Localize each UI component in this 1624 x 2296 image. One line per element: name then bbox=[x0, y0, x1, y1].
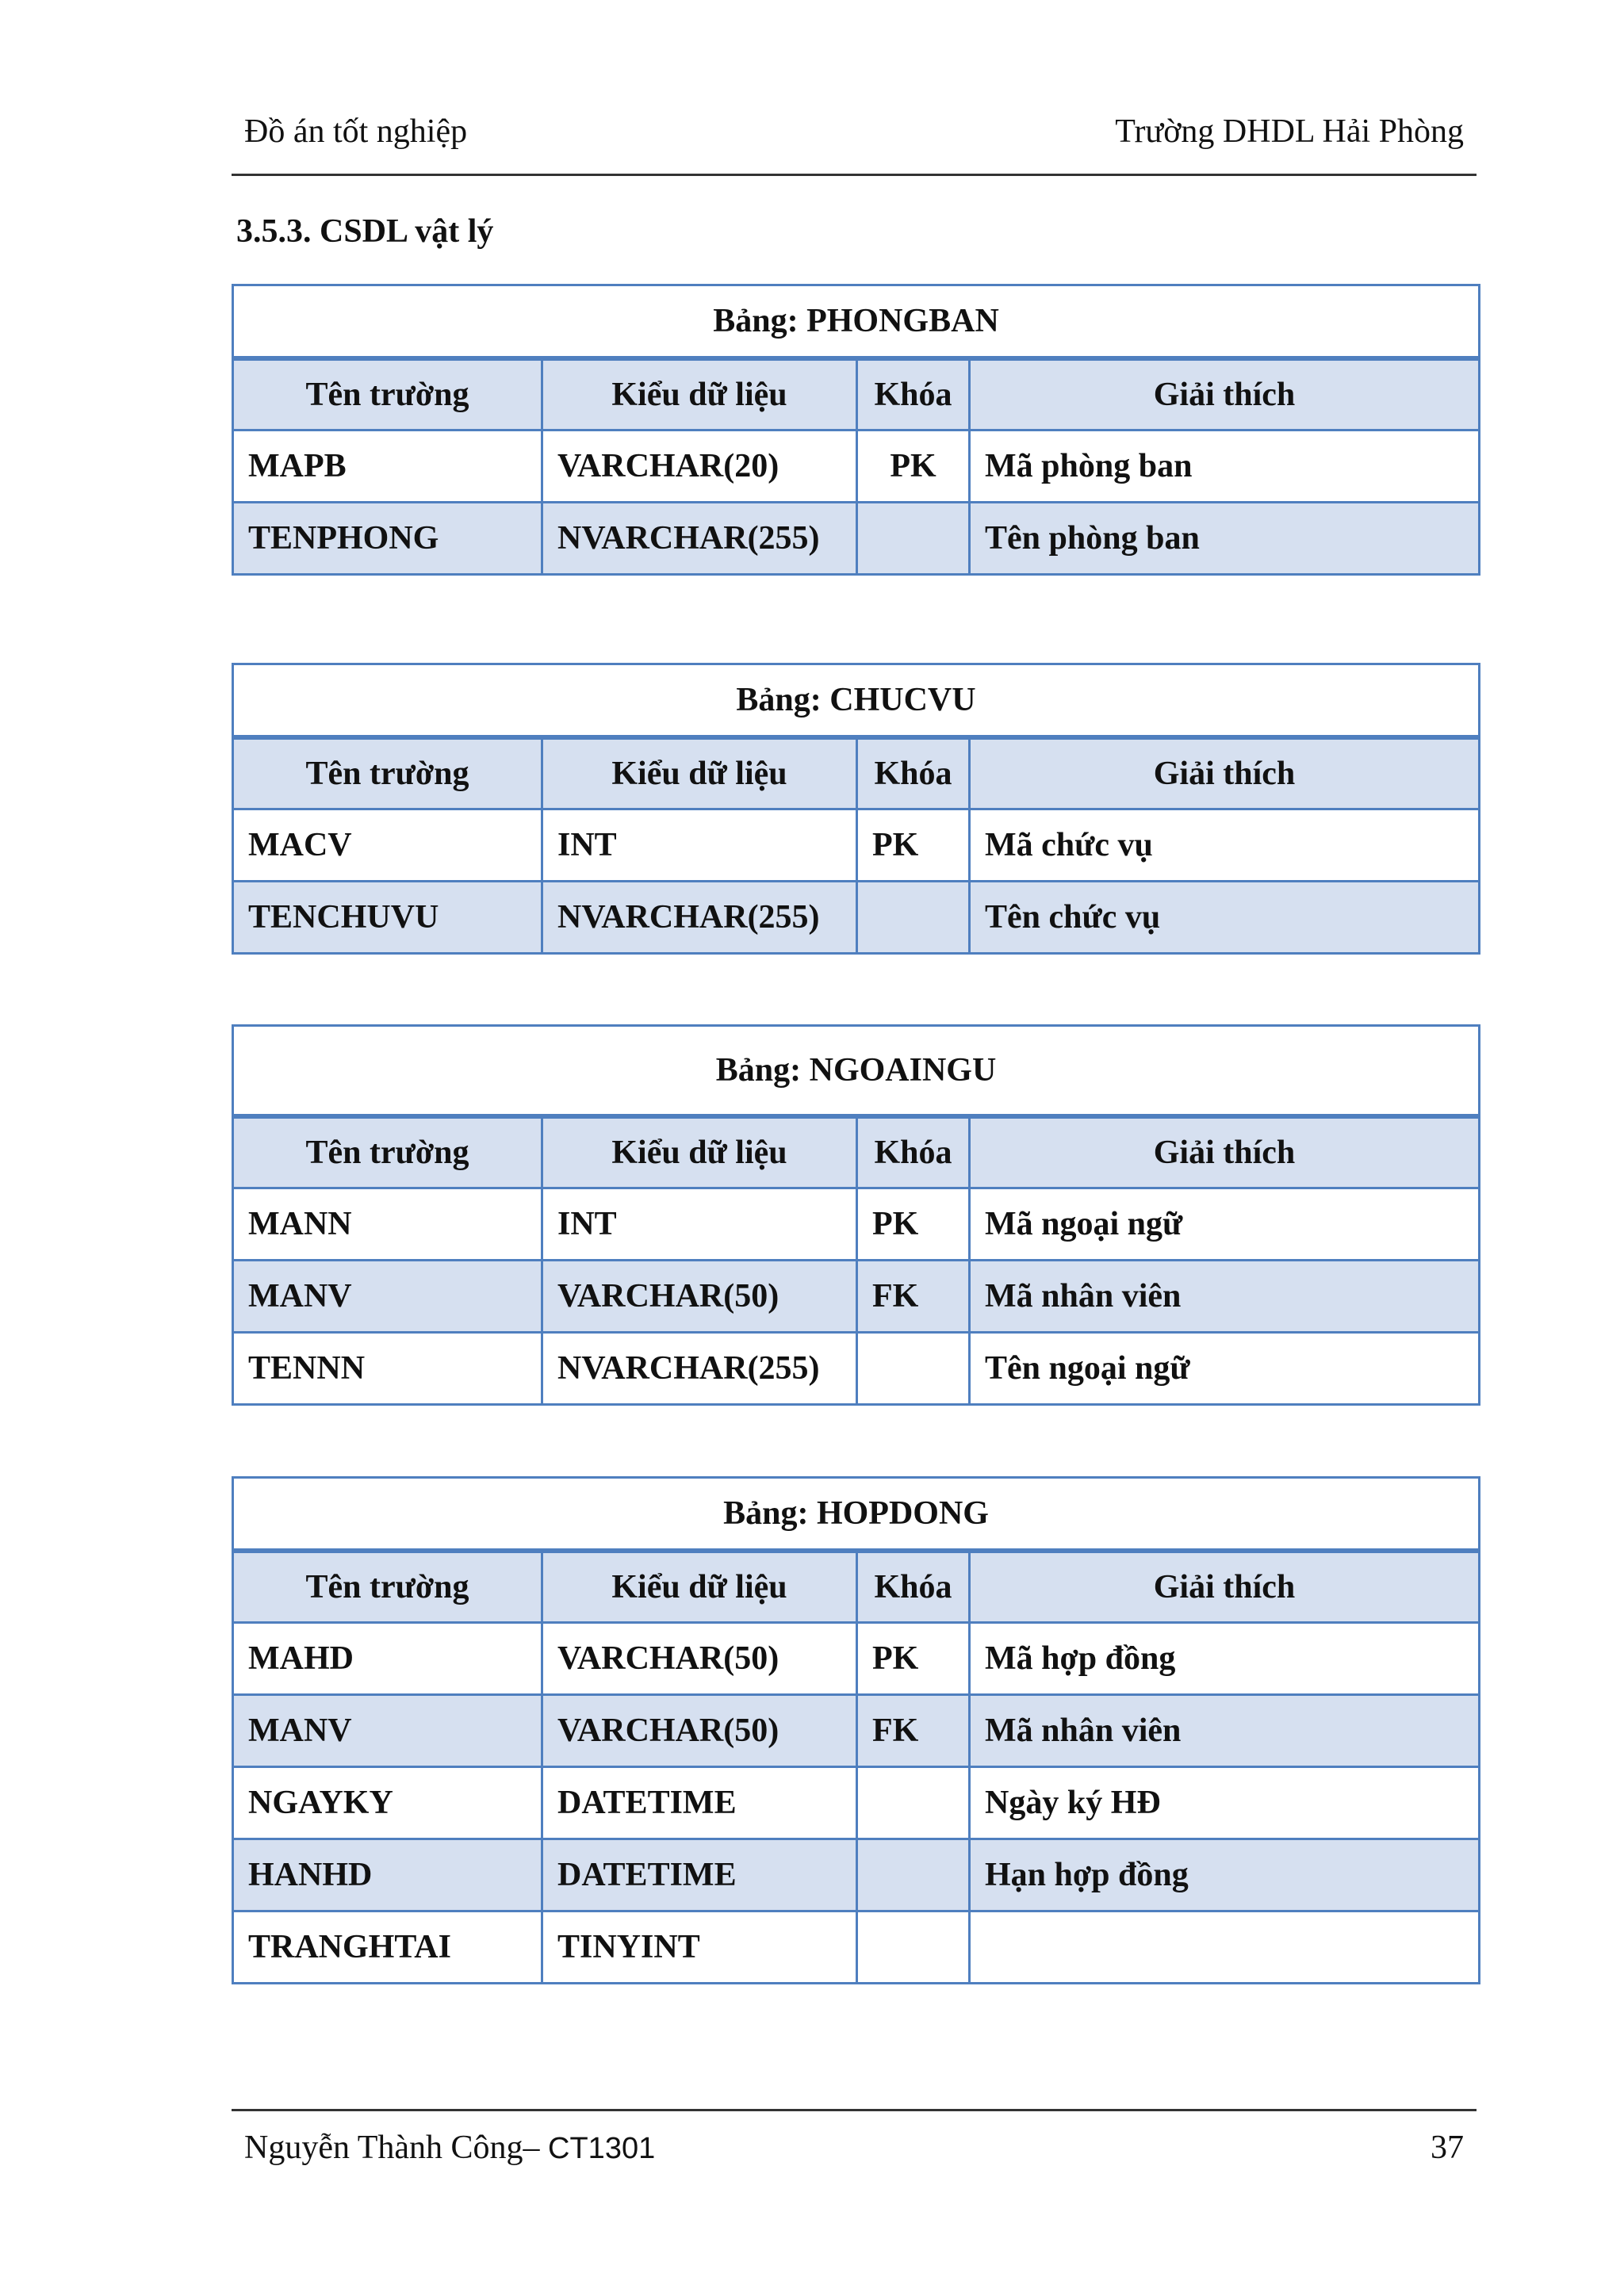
column-header-desc: Giải thích bbox=[970, 1551, 1480, 1623]
cell-key: PK bbox=[857, 809, 970, 882]
cell-type: VARCHAR(20) bbox=[542, 430, 857, 503]
cell-field: HANHD bbox=[233, 1839, 542, 1911]
cell-key: PK bbox=[857, 430, 970, 503]
cell-type: VARCHAR(50) bbox=[542, 1695, 857, 1767]
cell-desc: Mã nhân viên bbox=[970, 1695, 1480, 1767]
table-title: Bảng: PHONGBAN bbox=[233, 285, 1480, 358]
page-footer bbox=[232, 2109, 1477, 2180]
footer-author-line bbox=[244, 2129, 655, 2180]
cell-desc: Tên chức vụ bbox=[970, 882, 1480, 954]
column-header-key: Khóa bbox=[857, 358, 970, 430]
cell-desc: Tên phòng ban bbox=[970, 503, 1480, 575]
column-header-desc: Giải thích bbox=[970, 1116, 1480, 1188]
table-row bbox=[233, 882, 1480, 954]
cell-field: NGAYKY bbox=[233, 1767, 542, 1839]
table-row bbox=[233, 1695, 1480, 1767]
cell-desc: Tên ngoại ngữ bbox=[970, 1333, 1480, 1405]
cell-field: TENPHONG bbox=[233, 503, 542, 575]
table-row bbox=[233, 1188, 1480, 1261]
table-row bbox=[233, 1623, 1480, 1695]
table-ngoaingu bbox=[232, 1024, 1480, 1406]
cell-type: DATETIME bbox=[542, 1767, 857, 1839]
column-header-key: Khóa bbox=[857, 737, 970, 809]
column-header-key: Khóa bbox=[857, 1116, 970, 1188]
column-header-type: Kiểu dữ liệu bbox=[542, 1116, 857, 1188]
table-row bbox=[233, 1911, 1480, 1984]
table-row bbox=[233, 1767, 1480, 1839]
cell-desc: Mã phòng ban bbox=[970, 430, 1480, 503]
cell-desc: Mã nhân viên bbox=[970, 1261, 1480, 1333]
header-school-name: Trường DHDL Hải Phòng bbox=[1115, 113, 1464, 150]
footer-class-code: CT1301 bbox=[548, 2132, 656, 2165]
column-header-field: Tên trường bbox=[233, 358, 542, 430]
cell-desc: Mã ngoại ngữ bbox=[970, 1188, 1480, 1261]
cell-key bbox=[857, 1333, 970, 1405]
cell-field: MAPB bbox=[233, 430, 542, 503]
header-document-title: Đồ án tốt nghiệp bbox=[244, 113, 468, 150]
cell-field: TENCHUVU bbox=[233, 882, 542, 954]
column-header-type: Kiểu dữ liệu bbox=[542, 737, 857, 809]
table-row bbox=[233, 1839, 1480, 1911]
cell-type: NVARCHAR(255) bbox=[542, 503, 857, 575]
cell-type: VARCHAR(50) bbox=[542, 1261, 857, 1333]
cell-desc bbox=[970, 1911, 1480, 1984]
cell-type: VARCHAR(50) bbox=[542, 1623, 857, 1695]
table-row bbox=[233, 809, 1480, 882]
column-header-desc: Giải thích bbox=[970, 358, 1480, 430]
section-heading: 3.5.3. CSDL vật lý bbox=[236, 213, 494, 250]
cell-desc: Hạn hợp đồng bbox=[970, 1839, 1480, 1911]
table-title: Bảng: HOPDONG bbox=[233, 1478, 1480, 1551]
cell-desc: Ngày ký HĐ bbox=[970, 1767, 1480, 1839]
cell-key: FK bbox=[857, 1261, 970, 1333]
cell-key: FK bbox=[857, 1695, 970, 1767]
table-chucvu bbox=[232, 663, 1480, 955]
cell-field: MACV bbox=[233, 809, 542, 882]
column-header-desc: Giải thích bbox=[970, 737, 1480, 809]
cell-desc: Mã hợp đồng bbox=[970, 1623, 1480, 1695]
column-header-field: Tên trường bbox=[233, 1116, 542, 1188]
cell-key: PK bbox=[857, 1623, 970, 1695]
cell-type: INT bbox=[542, 809, 857, 882]
table-row bbox=[233, 1333, 1480, 1405]
cell-type: DATETIME bbox=[542, 1839, 857, 1911]
cell-key bbox=[857, 1839, 970, 1911]
table-row bbox=[233, 503, 1480, 575]
cell-field: TENNN bbox=[233, 1333, 542, 1405]
cell-field: MANV bbox=[233, 1695, 542, 1767]
column-header-field: Tên trường bbox=[233, 1551, 542, 1623]
table-title: Bảng: NGOAINGU bbox=[233, 1026, 1480, 1116]
cell-key bbox=[857, 882, 970, 954]
table-phongban bbox=[232, 284, 1480, 576]
cell-type: TINYINT bbox=[542, 1911, 857, 1984]
table-row bbox=[233, 430, 1480, 503]
page-header bbox=[232, 103, 1477, 176]
cell-type: NVARCHAR(255) bbox=[542, 1333, 857, 1405]
cell-desc: Mã chức vụ bbox=[970, 809, 1480, 882]
cell-field: TRANGHTAI bbox=[233, 1911, 542, 1984]
cell-type: INT bbox=[542, 1188, 857, 1261]
cell-key bbox=[857, 1911, 970, 1984]
column-header-field: Tên trường bbox=[233, 737, 542, 809]
cell-key bbox=[857, 503, 970, 575]
cell-key: PK bbox=[857, 1188, 970, 1261]
cell-field: MANV bbox=[233, 1261, 542, 1333]
table-title: Bảng: CHUCVU bbox=[233, 664, 1480, 737]
cell-type: NVARCHAR(255) bbox=[542, 882, 857, 954]
page-number: 37 bbox=[1431, 2130, 1464, 2166]
column-header-key: Khóa bbox=[857, 1551, 970, 1623]
cell-field: MAHD bbox=[233, 1623, 542, 1695]
column-header-type: Kiểu dữ liệu bbox=[542, 358, 857, 430]
table-hopdong bbox=[232, 1476, 1480, 1984]
footer-author: Nguyễn Thành Công– bbox=[244, 2130, 549, 2166]
table-row bbox=[233, 1261, 1480, 1333]
cell-key bbox=[857, 1767, 970, 1839]
column-header-type: Kiểu dữ liệu bbox=[542, 1551, 857, 1623]
cell-field: MANN bbox=[233, 1188, 542, 1261]
